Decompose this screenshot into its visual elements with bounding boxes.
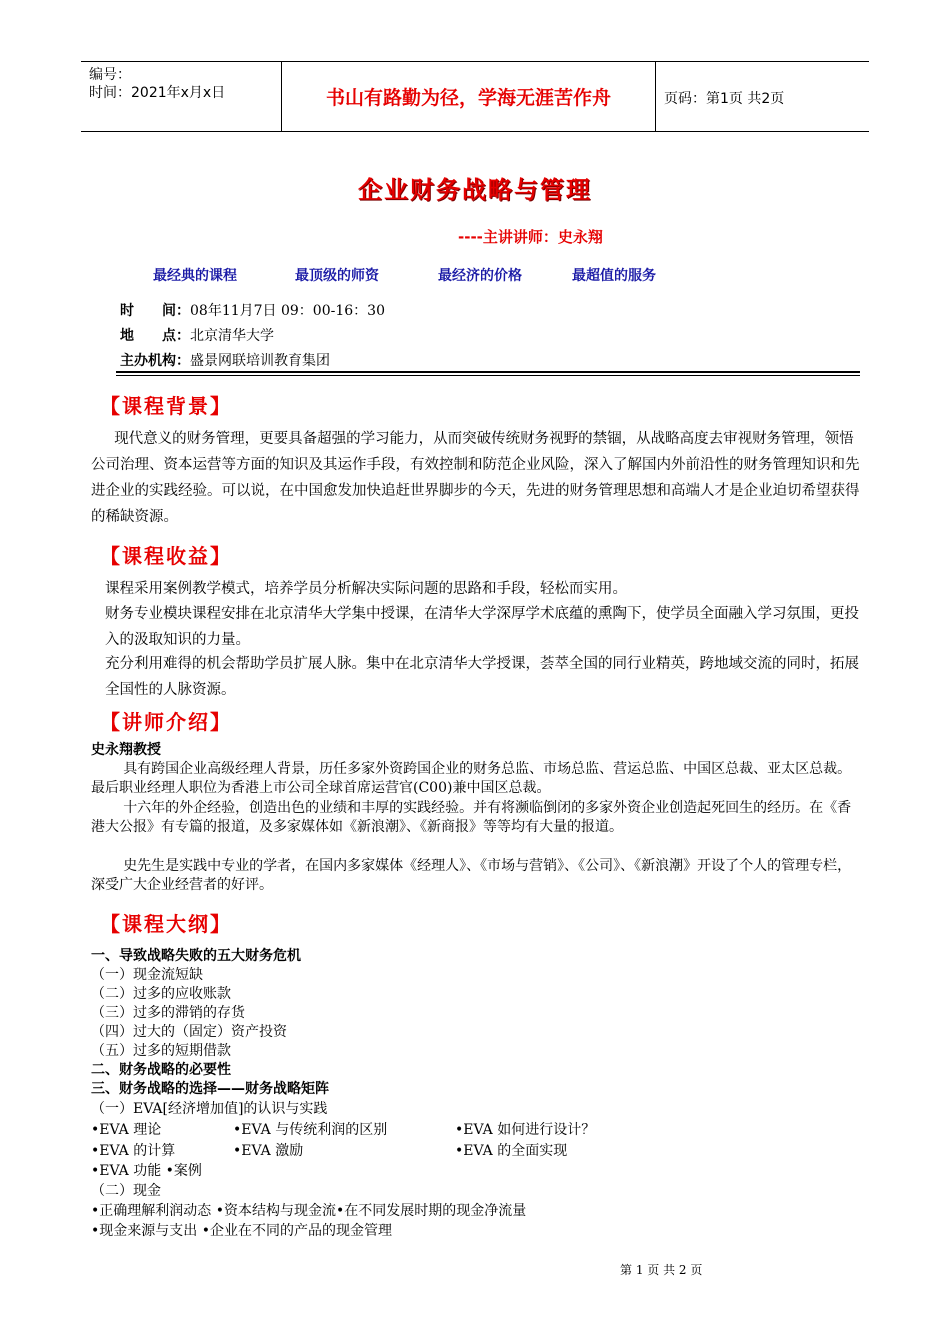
info-place	[120, 325, 274, 345]
info-host-value: 盛景网联培训教育集团	[190, 353, 330, 369]
page-info: 页码：第1页 共2页	[664, 91, 785, 107]
background-text: 现代意义的财务管理，更要具备超强的学习能力，从而突破传统财务视野的禁锢，从战略高度去审视财务管理，领悟公司治理、资本运营等方面的知识及其运作手段，有效控制和防范企业风险，深入了解国内外前沿性的财务管理知识和先进企业的实践经验。可以说，在中国愈发加快追赶世界脚步的今天，先进的财务管理思想和高端人才是企业迫切希望获得的稀缺资源。	[91, 431, 860, 525]
outline-item: （四）过大的（固定）资产投资	[91, 1024, 287, 1040]
eva-item: •EVA 的全面实现	[455, 1143, 568, 1159]
tag-price: 最经济的价格	[438, 268, 522, 284]
outline-item: （二）过多的应收账款	[91, 986, 231, 1002]
outline-tail-item: •正确理解利润动态 •资本结构与现金流•在不同发展时期的现金净流量	[91, 1203, 527, 1219]
eva-item: •EVA 的计算	[91, 1143, 176, 1159]
tag-service: 最超值的服务	[572, 268, 656, 284]
divider-thin	[116, 375, 860, 376]
outline-tail-item: •现金来源与支出 •企业在不同的产品的现金管理	[91, 1223, 392, 1239]
outline-item: （五）过多的短期借款	[91, 1043, 231, 1059]
eva-item: •EVA 如何进行设计？	[455, 1122, 596, 1138]
lecturer-subtitle: ----主讲讲师：史永翔	[458, 228, 603, 246]
section-benefits-title: 【课程收益】	[100, 544, 232, 568]
teacher-para-1: 具有跨国企业高级经理人背景，历任多家外资跨国企业的财务总监、市场总监、营运总监、中国区总裁、亚太区总裁。最后职业经理人职位为香港上市公司全球首席运营官(C00)兼中国区总裁。	[91, 761, 852, 796]
page-title: 企业财务战略与管理	[358, 176, 592, 204]
info-host	[120, 350, 330, 370]
section-background-title: 【课程背景】	[100, 394, 232, 418]
divider	[116, 371, 860, 373]
benefit-1: 课程采用案例教学模式，培养学员分析解决实际问题的思路和手段，轻松而实用。	[105, 581, 627, 597]
outline-tail-item: •EVA 功能 •案例	[91, 1163, 202, 1179]
header-left	[89, 66, 225, 102]
tag-teachers: 最顶级的师资	[295, 268, 379, 284]
eva-item: •EVA 激励	[233, 1143, 304, 1159]
page-footer: 第 1 页 共 2 页	[620, 1263, 703, 1277]
teacher-para-3: 史先生是实践中专业的学者，在国内多家媒体《经理人》、《市场与营销》、《公司》、《新浪潮》开设了个人的管理专栏，深受广大企业经营者的好评。	[91, 858, 852, 893]
info-place-label: 地 点：	[120, 328, 190, 344]
teacher-name: 史永翔教授	[91, 742, 161, 758]
info-time-value: 08年11月7日 09：00-16：30	[190, 303, 385, 319]
info-place-value: 北京清华大学	[190, 328, 274, 344]
outline-item: 一、导致战略失败的五大财务危机	[91, 948, 301, 964]
header-table	[81, 61, 869, 132]
tag-classic: 最经典的课程	[153, 268, 237, 284]
number-label: 编号：	[89, 67, 131, 83]
outline-item: （一）现金流短缺	[91, 967, 203, 983]
eva-item: •EVA 理论	[91, 1122, 162, 1138]
benefit-2: 财务专业模块课程安排在北京清华大学集中授课，在清华大学深厚学术底蕴的熏陶下，使学员全面融入学习氛围，更投入的汲取知识的力量。	[105, 606, 859, 648]
info-time	[120, 300, 385, 320]
teacher-para-2: 十六年的外企经验，创造出色的业绩和丰厚的实践经验。并有将濒临倒闭的多家外资企业创造起死回生的经历。在《香港大公报》有专篇的报道，及多家媒体如《新浪潮》、《新商报》等等均有大量的报道。	[91, 800, 852, 835]
section-teacher-title: 【讲师介绍】	[100, 710, 232, 734]
motto: 书山有路勤为径，学海无涯苦作舟	[281, 62, 656, 131]
eva-item: •EVA 与传统利润的区别	[233, 1122, 388, 1138]
outline-item: （三）过多的滞销的存货	[91, 1005, 245, 1021]
outline-item: （一）EVA[经济增加值]的认识与实践	[91, 1101, 328, 1117]
info-time-label: 时 间：	[120, 303, 190, 319]
benefit-3: 充分利用难得的机会帮助学员扩展人脉。集中在北京清华大学授课，荟萃全国的同行业精英，跨地域交流的同时，拓展全国性的人脉资源。	[105, 656, 859, 698]
info-host-label: 主办机构：	[120, 353, 190, 369]
outline-tail-item: （二）现金	[91, 1183, 161, 1199]
outline-item: 二、财务战略的必要性	[91, 1062, 231, 1078]
section-outline-title: 【课程大纲】	[100, 912, 232, 936]
outline-item: 三、财务战略的选择——财务战略矩阵	[91, 1081, 329, 1097]
time-label: 时间：2021年x月x日	[89, 85, 226, 101]
